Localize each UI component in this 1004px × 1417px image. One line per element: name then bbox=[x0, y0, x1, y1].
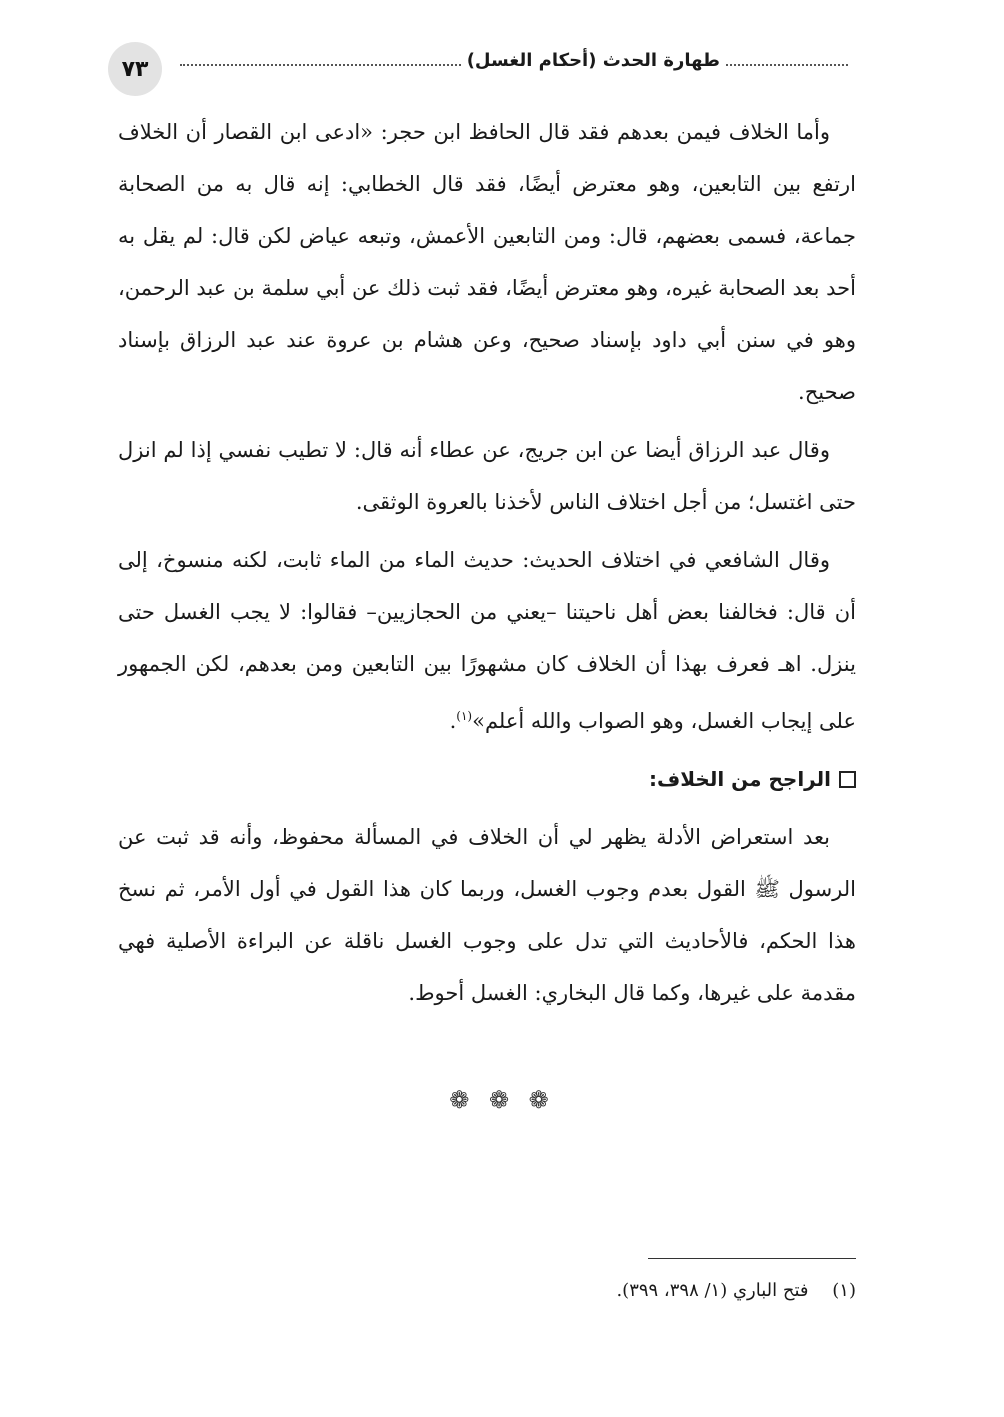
leader-dots-left bbox=[180, 64, 461, 66]
footnote-reference: (١) bbox=[456, 709, 473, 723]
paragraph-3 bbox=[118, 534, 856, 747]
paragraph-1: وأما الخلاف فيمن بعدهم فقد قال الحافظ ابن حجر: «ادعى ابن القصار أن الخلاف ارتفع بين التابعين، وهو معترض أيضًا، فقد قال الخطابي: إنه قال به من الصحابة جماعة، فسمى بعضهم، قال: ومن التابعين الأعمش، وتبعه عياض لكن قال: لم يقل به أحد بعد الصحابة غيره، وهو معترض أيضًا، فقد ثبت ذلك عن أبي سلمة بن عبد الرحمن، وهو في سنن أبي داود بإسناد صحيح، وعن هشام بن عروة عند عبد الرزاق بإسناد صحيح. bbox=[118, 120, 856, 404]
footnote bbox=[616, 1276, 856, 1306]
page-number: ٧٣ bbox=[108, 42, 162, 96]
footnote-text: فتح الباري (١/ ٣٩٨، ٣٩٩). bbox=[616, 1280, 809, 1301]
page-header bbox=[108, 42, 854, 98]
leader-dots-right bbox=[726, 64, 848, 66]
paragraph-3-end: . bbox=[449, 709, 457, 733]
paragraph-3-text: وقال الشافعي في اختلاف الحديث: حديث الماء من الماء ثابت، لكنه منسوخ، إلى أن قال: فخالفنا بعض أهل ناحيتنا –يعني من الحجازيين– فقالوا: لا يجب الغسل حتى ينزل. اهـ فعرف بهذا أن الخلاف كان مشهورًا بين التابعين ومن بعدهم، لكن الجمهور على إيجاب الغسل، وهو الصواب والله أعلم» bbox=[118, 548, 856, 733]
footnote-marker: (١) bbox=[832, 1280, 856, 1301]
page-body bbox=[118, 106, 856, 1025]
checkbox-icon bbox=[839, 771, 856, 788]
paragraph-2: وقال عبد الرزاق أيضا عن ابن جريج، عن عطاء أنه قال: لا تطيب نفسي إذا لم انزل حتى اغتسل؛ من أجل اختلاف الناس لأخذنا بالعروة الوثقى. bbox=[118, 438, 856, 514]
section-heading bbox=[118, 753, 856, 805]
running-title: طهارة الحدث (أحكام الغسل) bbox=[466, 50, 720, 71]
running-head bbox=[174, 50, 854, 71]
footnote-rule bbox=[648, 1258, 856, 1259]
section-separator-ornament: ❁ ❁ ❁ bbox=[449, 1086, 555, 1114]
paragraph-conclusion: بعد استعراض الأدلة يظهر لي أن الخلاف في المسألة محفوظ، وأنه قد ثبت عن الرسول ﷺ القول بعدم وجوب الغسل، وربما كان هذا القول في أول الأمر، ثم نسخ هذا الحكم، فالأحاديث التي تدل على وجوب الغسل ناقلة عن البراءة الأصلية فهي مقدمة على غيرها، وكما قال البخاري: الغسل أحوط. bbox=[118, 825, 856, 1005]
section-heading-text: الراجح من الخلاف: bbox=[649, 767, 831, 791]
